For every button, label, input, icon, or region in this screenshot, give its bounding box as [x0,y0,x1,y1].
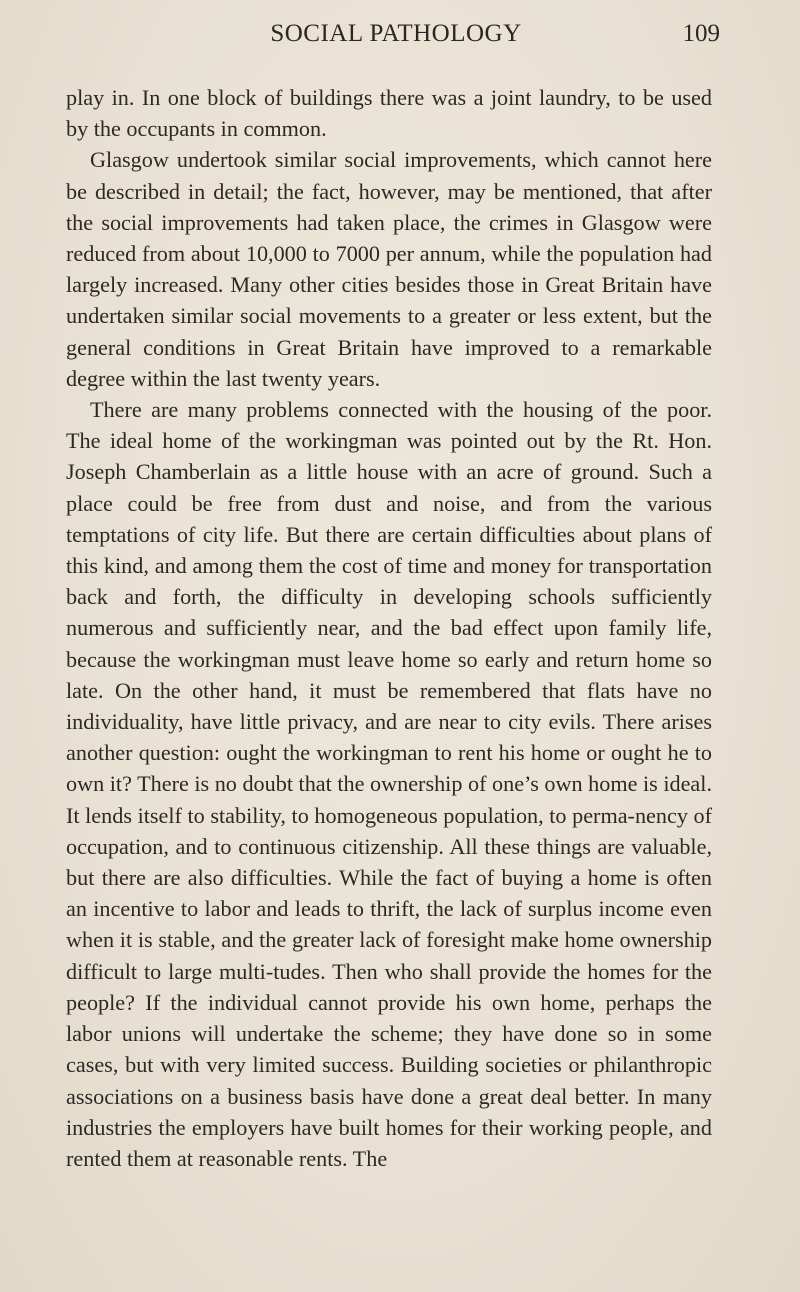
paragraph-2: Glasgow undertook similar social improvements, which cannot here be described in detail; the fact, however, may be mentioned, that after the social improvements had taken place, the crimes in Glasgow were reduced from about 10,000 to 7000 per annum, while the population had largely increased. Many other cities besides those in Great Britain have undertaken similar social movements to a greater or less extent, but the general conditions in Great Britain have improved to a remarkable degree within the last twenty years. [66,147,712,391]
paragraph-1: play in. In one block of buildings there was a joint laundry, to be used by the occupants in common. [66,85,712,142]
running-head-title: SOCIAL PATHOLOGY [270,20,522,47]
paragraph-3: There are many problems connected with the housing of the poor. The ideal home of the workingman was pointed out by the Rt. Hon. Joseph Chamberlain as a little house with an acre of ground. Such a place could be free from dust and noise, and from the various temptations of city life. But there are certain difficulties about plans of this kind, and among them the cost of time and money for transportation back and forth, the difficulty in developing schools sufficiently numerous and sufficiently near, and the bad effect upon family life, because the workingman must leave home so early and return home so late. On the other hand, it must be remembered that flats have no individuality, have little privacy, and are near to city evils. There arises another question: ought the workingman to rent his home or ought he to own it? There is no doubt that the ownership of one’s own home is ideal. It lends itself to stability, to homogeneous population, to perma-nency of occupation, and to continuous citizenship. All these things are valuable, but there are also difficulties. While the fact of buying a home is often an incentive to labor and leads to thrift, the lack of surplus income even when it is stable, and the greater lack of foresight make home ownership difficult to large multi-tudes. Then who shall provide the homes for the people? If the individual cannot provide his own home, perhaps the labor unions will undertake the scheme; they have done so in some cases, but with very limited success. Building societies or philanthropic associations on a business basis have done a great deal better. In many industries the employers have built homes for their working people, and rented them at reasonable rents. The [66,397,712,1171]
body-text [66,82,712,1174]
page-number: 109 [682,20,720,47]
running-head [72,20,720,56]
